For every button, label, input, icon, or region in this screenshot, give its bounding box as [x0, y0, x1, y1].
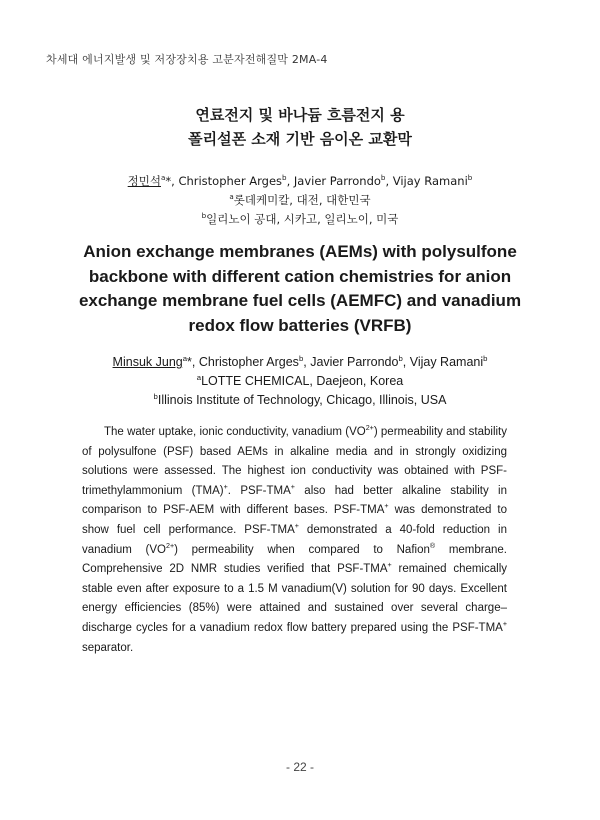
affiliation-mark: a	[161, 173, 166, 183]
korean-title-line-1: 연료전지 및 바나듐 흐름전지 용	[195, 106, 405, 124]
affiliation-mark: b	[201, 211, 207, 221]
english-author-block	[0, 353, 600, 410]
presenting-author-en: Minsuk Jung	[112, 355, 183, 369]
korean-affiliation-1	[0, 191, 600, 210]
english-author-list: Minsuk Jung$^a$*, Christopher Arges$^b$, Javier Parrondo$^b$, Vijay Ramani$^b$	[112, 353, 488, 369]
english-title	[0, 240, 600, 338]
author-name: Javier Parrondo	[310, 355, 399, 369]
page-number: - 22 -	[285, 760, 314, 774]
running-header: 차세대 에너지발생 및 저장장치용 고분자전해질막 2MA-4	[46, 53, 328, 66]
affiliation-text: 롯데케미칼, 대전, 대한민국	[233, 193, 371, 207]
affiliation-mark: b	[483, 353, 488, 363]
korean-title-line-2: 폴리설폰 소재 기반 음이온 교환막	[188, 130, 412, 148]
affiliation-mark: a	[229, 192, 234, 202]
affiliation-mark: b	[398, 353, 403, 363]
korean-title	[0, 103, 600, 151]
corresponding-star: *	[187, 355, 192, 369]
english-title-line-3: exchange membrane fuel cells (AEMFC) and vanadium	[78, 291, 522, 310]
presenting-author-kr: 정민석	[127, 174, 161, 188]
affiliation-mark: b	[153, 391, 158, 401]
english-title-line-4: redox flow batteries (VRFB)	[188, 315, 412, 335]
korean-author-list: 정민석$^a$*, Christopher Arges$^b$, Javier Parrondo$^b$, Vijay Ramani$^b$	[127, 173, 473, 188]
english-affiliation-1	[0, 372, 600, 391]
affiliation-text: 일리노이 공대, 시카고, 일리노이, 미국	[206, 212, 399, 226]
affiliation-text: Illinois Institute of Technology, Chicago, Illinois, USA	[157, 393, 447, 407]
english-title-line-2: backbone with different cation chemistries for anion	[88, 266, 512, 286]
english-title-line-1: Anion exchange membranes (AEMs) with polysulfone	[83, 242, 517, 261]
affiliation-mark: b	[282, 173, 287, 183]
author-name: Christopher Arges	[198, 355, 299, 369]
affiliation-mark: a	[182, 353, 188, 363]
author-name: Vijay Ramani	[409, 355, 484, 369]
affiliation-mark: b	[298, 353, 304, 363]
korean-author-block	[0, 172, 600, 229]
abstract-paragraph: The water uptake, ionic conductivity, vanadium $(VO^{2+})$ permeability and stability of polysulfone (PSF) based AEMs in alkaline media and in strongly oxidizing solutions were assessed. The highest ion conductivity was obtained with PSF-trimethylammonium (TMA)+. PSF-TMA+ also had better alkaline stability in comparison to PSF-AEM with different bases. PSF-TMA+ was demonstrated to show fuel cell performance. PSF-TMA+ demonstrated a 40-fold reduction in vanadium $(VO^{2+})$ permeability when compared to Nafion® membrane. Comprehensive 2D NMR studies verified that PSF-TMA+ remained chemically stable even after exposure to a 1.5 M vanadium(V) solution for 90 days. Excellent energy efficiencies (85%) were attained and sustained over several charge–discharge cycles for a vanadium redox flow battery prepared using the PSF-TMA+ separator.	[82, 424, 507, 654]
affiliation-mark: b	[380, 173, 386, 183]
author-name: Vijay Ramani	[392, 174, 468, 188]
affiliation-text: LOTTE CHEMICAL, Daejeon, Korea	[201, 374, 404, 388]
author-name: Christopher Arges	[178, 174, 283, 188]
korean-affiliation-2	[0, 210, 600, 229]
affiliation-mark: a	[196, 372, 202, 382]
author-name: Javier Parrondo	[293, 174, 381, 188]
affiliation-mark: b	[467, 173, 473, 183]
english-affiliation-2	[0, 391, 600, 410]
corresponding-star: *	[165, 174, 172, 188]
